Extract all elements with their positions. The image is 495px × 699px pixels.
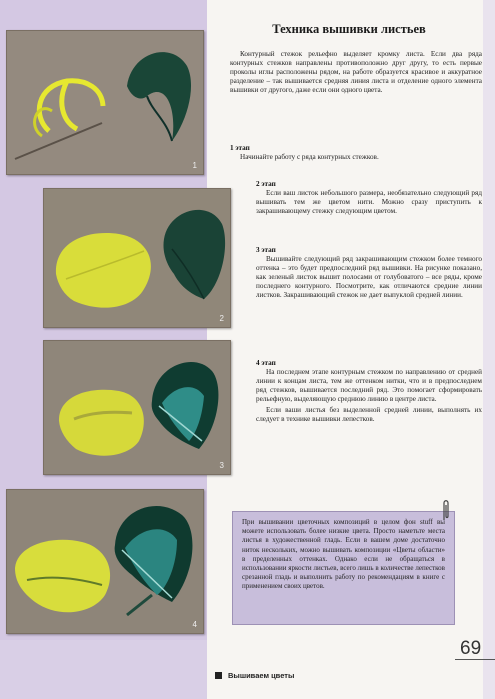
- photo-number: 1: [192, 161, 197, 170]
- stage-2-label: 2 этап: [256, 180, 276, 188]
- photo-stage-2: [43, 188, 231, 328]
- photo-stage-3: [43, 340, 231, 475]
- photo-stage-1-image: [7, 31, 203, 174]
- photo-number: 3: [219, 461, 224, 470]
- paperclip-icon: [441, 498, 451, 522]
- stage-4-paragraph: [256, 368, 482, 425]
- stage-2-paragraph: [256, 189, 482, 216]
- intro-paragraph: [230, 50, 482, 95]
- stage-3-paragraph: [256, 255, 482, 300]
- photo-number: 4: [192, 620, 197, 629]
- footer-title: Вышиваем цветы: [228, 671, 295, 680]
- tip-box: [232, 511, 455, 625]
- page-number: 69: [460, 638, 482, 659]
- stage-4-label: 4 этап: [256, 359, 276, 367]
- stage-1-label: 1 этап: [230, 144, 250, 152]
- photo-number: 2: [219, 314, 224, 323]
- photo-stage-2-image: [44, 189, 230, 327]
- stage-4-text: На последнем этапе контурным стежком по направлению от средней линии к концам листа, тем же оттенком нитки, что и в предпоследнем ряд стежков, вышивается последний ряд. Это помогает сформировать рельефную, выделяющую среднюю линию в центре листа.: [256, 368, 482, 404]
- photo-stage-4: [6, 489, 204, 634]
- photo-stage-4-image: [7, 490, 203, 633]
- lilac-panel-bottom: [0, 640, 207, 699]
- stage-1-text: Начинайте работу с ряда контурных стежков.: [240, 153, 379, 161]
- stage-4-text-extra: Если ваши листья без выделенной средней линии, выполнять их следует в технике вышивки лепестков.: [256, 406, 482, 424]
- right-edge-band: [483, 0, 495, 699]
- stage-3-label: 3 этап: [256, 246, 276, 254]
- photo-stage-3-image: [44, 341, 230, 474]
- footer-square-icon: [215, 672, 222, 679]
- stage-3-text: Вышивайте следующий ряд закрашивающим стежком более темного оттенка – это будет предпоследний ряд вышивки. На рисунке показано, как зеленый листок вышит полосами от голубоватого – все ряды, кроме последнего контурного. Посмотрите, как отличаются средние линии листков. Закрашивающий стежок не дает выпуклой средней линии.: [256, 255, 482, 300]
- stage-1-paragraph: [230, 153, 482, 162]
- page-title: Техника вышивки листьев: [272, 22, 426, 36]
- page-number-rule: [455, 659, 495, 660]
- tip-text: При вышивании цветочных композиций в целом фон stuff вы можете использовать более низкие цвета. Просто наметьте места листья в художественной гладь. Если в вашем доме достаточно ниток нескольких, можно вышивать композиции «Цветы области» в пределенных оттенках. Однако если не обращаться в использовании яркости листьев, всего лишь в количестве лепестков срезанной гладь и выполнить работу по рекомендациям в книге с применением своих цветов.: [242, 518, 445, 591]
- stage-2-text: Если ваш листок небольшого размера, необязательно следующий ряд вышивать тем же цветом нити. Можно сразу приступить к закрашивающему стежку следующим цветом.: [256, 189, 482, 216]
- photo-stage-1: [6, 30, 204, 175]
- intro-text: Контурный стежок рельефно выделяет кромку листа. Если два ряда контурных стежков направлены противоположно друг другу, то есть первые проколы иглы расположены рядом, на работе образуется красивое и аккуратное разделение – так вышивается средняя линия листа и отделение одного элемента вышивки от другого, даже если они одного цвета.: [230, 50, 482, 95]
